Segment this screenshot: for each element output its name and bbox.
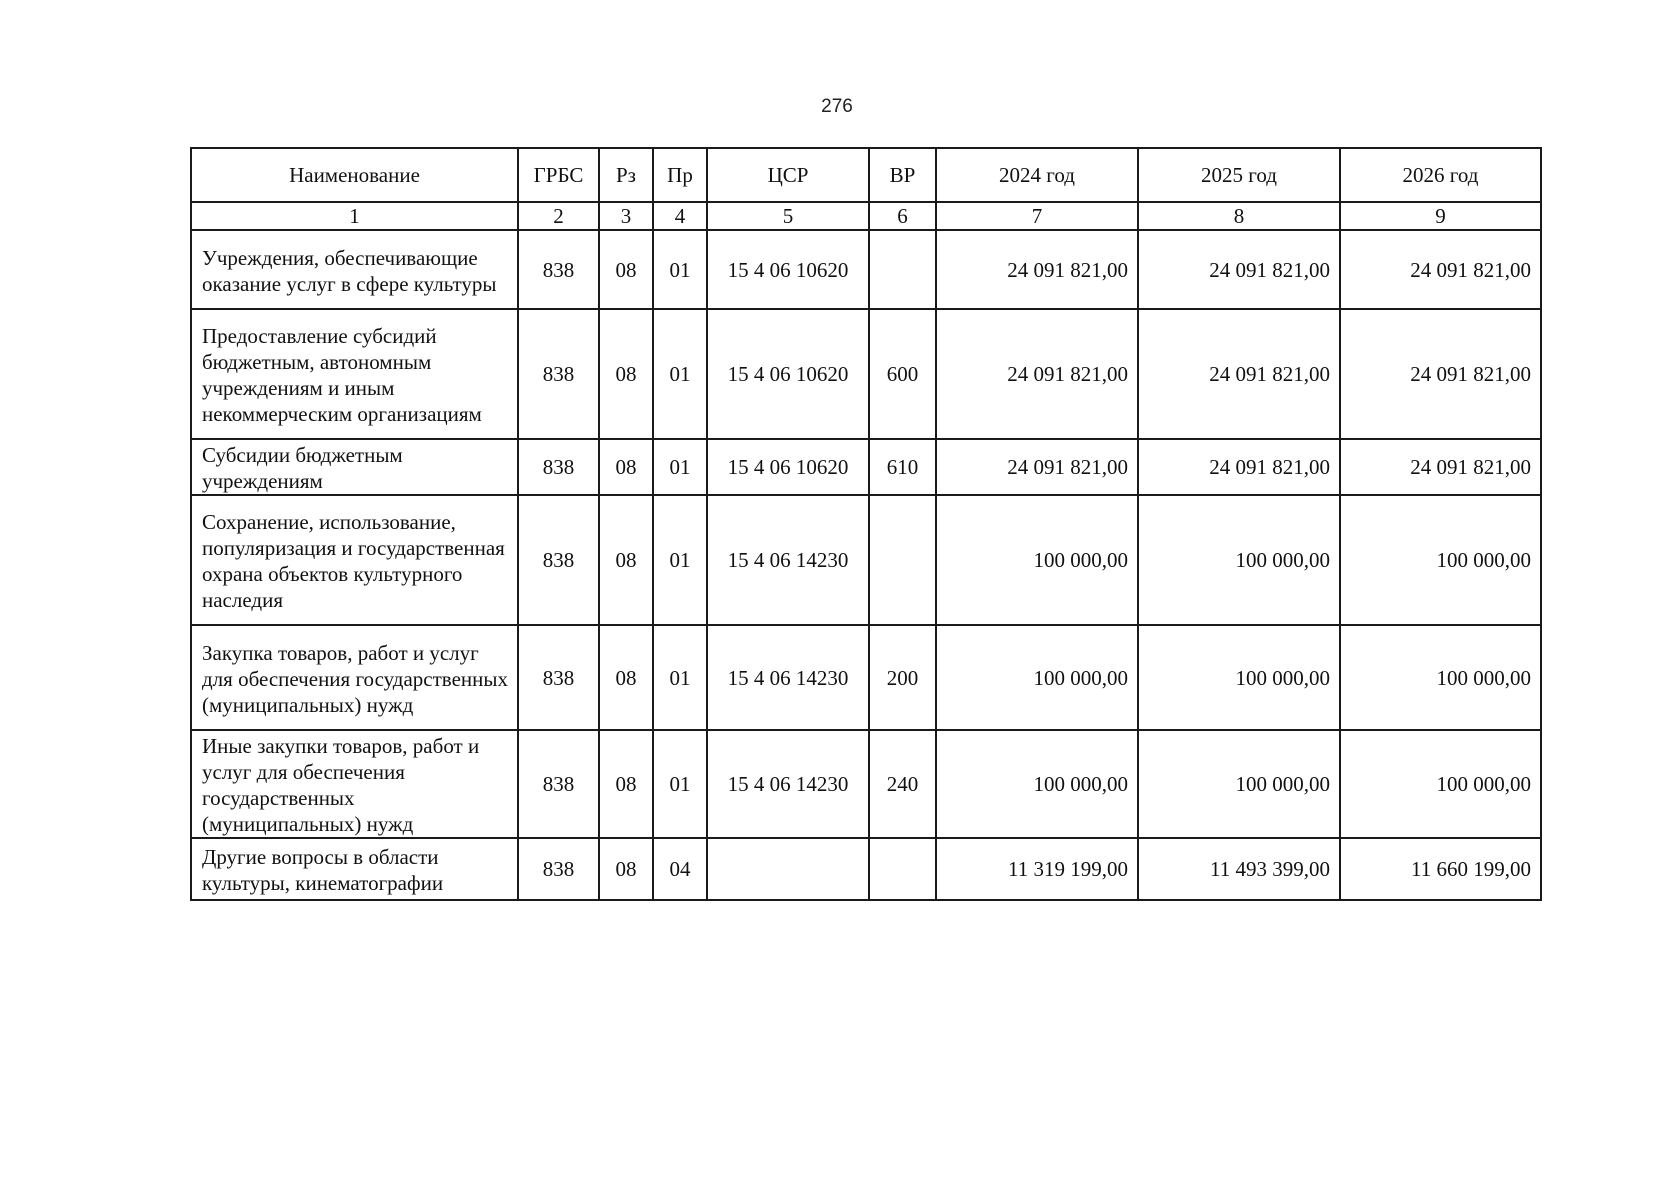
row-2024: 24 091 821,00 bbox=[936, 439, 1138, 495]
row-rz: 08 bbox=[599, 730, 653, 838]
row-pr: 04 bbox=[653, 838, 707, 900]
column-number: 1 bbox=[191, 202, 518, 230]
row-rz: 08 bbox=[599, 230, 653, 309]
row-csr bbox=[707, 838, 869, 900]
row-2024: 11 319 199,00 bbox=[936, 838, 1138, 900]
column-number: 9 bbox=[1340, 202, 1541, 230]
row-vr: 200 bbox=[869, 625, 936, 730]
row-rz: 08 bbox=[599, 625, 653, 730]
row-grbs: 838 bbox=[518, 230, 599, 309]
table-row bbox=[191, 838, 1541, 900]
row-2026: 24 091 821,00 bbox=[1340, 309, 1541, 439]
row-2026: 100 000,00 bbox=[1340, 730, 1541, 838]
row-2024: 100 000,00 bbox=[936, 495, 1138, 625]
row-csr: 15 4 06 14230 bbox=[707, 625, 869, 730]
table-header-row bbox=[191, 148, 1541, 202]
row-rz: 08 bbox=[599, 439, 653, 495]
row-rz: 08 bbox=[599, 309, 653, 439]
row-2024: 100 000,00 bbox=[936, 625, 1138, 730]
row-csr: 15 4 06 14230 bbox=[707, 495, 869, 625]
row-2024: 24 091 821,00 bbox=[936, 309, 1138, 439]
row-rz: 08 bbox=[599, 495, 653, 625]
header-pr: Пр bbox=[653, 148, 707, 202]
header-2026: 2026 год bbox=[1340, 148, 1541, 202]
column-number: 3 bbox=[599, 202, 653, 230]
column-number-row bbox=[191, 202, 1541, 230]
row-name: Иные закупки товаров, работ и услуг для обеспечения государственных (муниципальных) нужд bbox=[191, 730, 518, 838]
column-number: 8 bbox=[1138, 202, 1340, 230]
row-vr bbox=[869, 495, 936, 625]
row-pr: 01 bbox=[653, 230, 707, 309]
row-csr: 15 4 06 10620 bbox=[707, 439, 869, 495]
row-csr: 15 4 06 10620 bbox=[707, 230, 869, 309]
table-row bbox=[191, 495, 1541, 625]
row-vr bbox=[869, 838, 936, 900]
table-row bbox=[191, 730, 1541, 838]
header-2025: 2025 год bbox=[1138, 148, 1340, 202]
row-2025: 24 091 821,00 bbox=[1138, 439, 1340, 495]
row-csr: 15 4 06 14230 bbox=[707, 730, 869, 838]
table-row bbox=[191, 309, 1541, 439]
column-number: 6 bbox=[869, 202, 936, 230]
row-vr: 240 bbox=[869, 730, 936, 838]
row-2025: 11 493 399,00 bbox=[1138, 838, 1340, 900]
row-2025: 100 000,00 bbox=[1138, 730, 1340, 838]
row-grbs: 838 bbox=[518, 730, 599, 838]
row-2026: 24 091 821,00 bbox=[1340, 230, 1541, 309]
row-2025: 100 000,00 bbox=[1138, 625, 1340, 730]
row-name: Предоставление субсидий бюджетным, автономным учреждениям и иным некоммерческим организациям bbox=[191, 309, 518, 439]
row-grbs: 838 bbox=[518, 495, 599, 625]
row-pr: 01 bbox=[653, 625, 707, 730]
column-number: 7 bbox=[936, 202, 1138, 230]
row-2025: 24 091 821,00 bbox=[1138, 230, 1340, 309]
table-row bbox=[191, 230, 1541, 309]
row-pr: 01 bbox=[653, 309, 707, 439]
row-name: Сохранение, использование, популяризация и государственная охрана объектов культурного наследия bbox=[191, 495, 518, 625]
row-2026: 11 660 199,00 bbox=[1340, 838, 1541, 900]
header-2024: 2024 год bbox=[936, 148, 1138, 202]
row-2026: 100 000,00 bbox=[1340, 625, 1541, 730]
table-row bbox=[191, 439, 1541, 495]
table-row bbox=[191, 625, 1541, 730]
header-name: Наименование bbox=[191, 148, 518, 202]
row-name: Закупка товаров, работ и услуг для обеспечения государственных (муниципальных) нужд bbox=[191, 625, 518, 730]
row-grbs: 838 bbox=[518, 439, 599, 495]
column-number: 2 bbox=[518, 202, 599, 230]
header-rz: Рз bbox=[599, 148, 653, 202]
column-number: 4 bbox=[653, 202, 707, 230]
row-name: Учреждения, обеспечивающие оказание услуг в сфере культуры bbox=[191, 230, 518, 309]
row-vr: 610 bbox=[869, 439, 936, 495]
row-grbs: 838 bbox=[518, 309, 599, 439]
row-2025: 24 091 821,00 bbox=[1138, 309, 1340, 439]
row-csr: 15 4 06 10620 bbox=[707, 309, 869, 439]
page-number: 276 bbox=[821, 96, 853, 117]
header-vr: ВР bbox=[869, 148, 936, 202]
column-number: 5 bbox=[707, 202, 869, 230]
row-rz: 08 bbox=[599, 838, 653, 900]
row-name: Другие вопросы в области культуры, кинематографии bbox=[191, 838, 518, 900]
row-2026: 24 091 821,00 bbox=[1340, 439, 1541, 495]
row-name: Субсидии бюджетным учреждениям bbox=[191, 439, 518, 495]
row-pr: 01 bbox=[653, 730, 707, 838]
header-grbs: ГРБС bbox=[518, 148, 599, 202]
row-grbs: 838 bbox=[518, 838, 599, 900]
header-csr: ЦСР bbox=[707, 148, 869, 202]
row-2026: 100 000,00 bbox=[1340, 495, 1541, 625]
row-2024: 100 000,00 bbox=[936, 730, 1138, 838]
row-2025: 100 000,00 bbox=[1138, 495, 1340, 625]
row-vr bbox=[869, 230, 936, 309]
row-pr: 01 bbox=[653, 495, 707, 625]
row-2024: 24 091 821,00 bbox=[936, 230, 1138, 309]
row-grbs: 838 bbox=[518, 625, 599, 730]
row-vr: 600 bbox=[869, 309, 936, 439]
row-pr: 01 bbox=[653, 439, 707, 495]
budget-table bbox=[190, 147, 1542, 901]
